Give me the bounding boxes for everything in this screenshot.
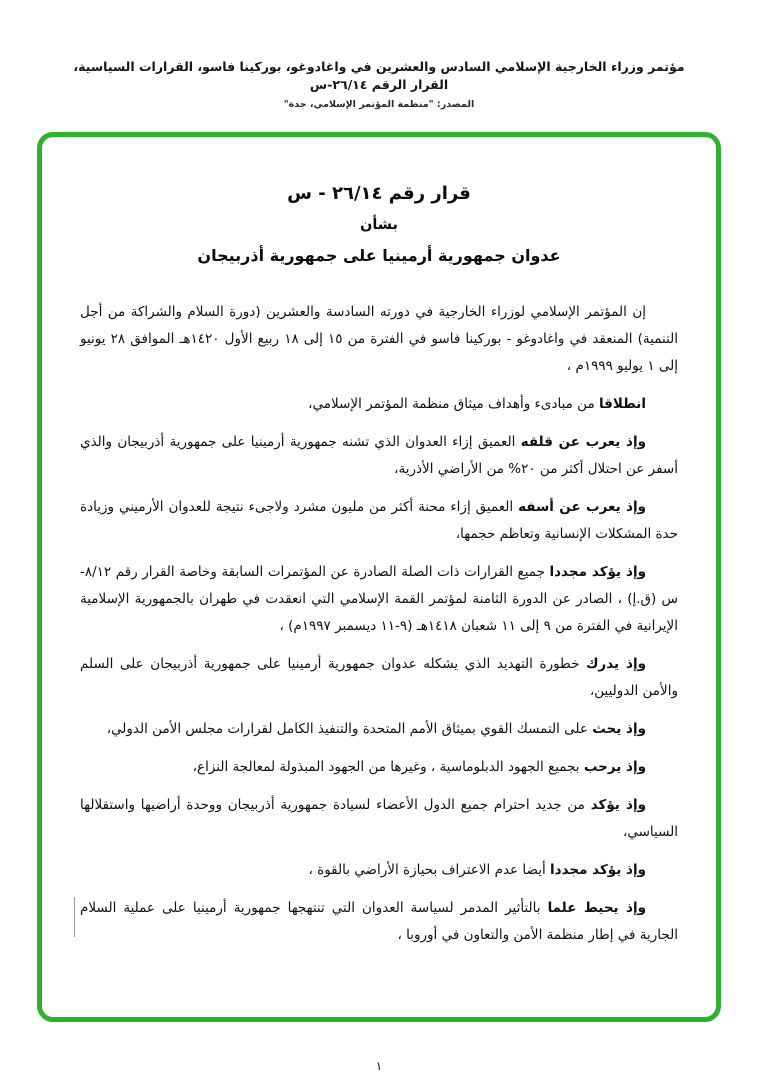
paragraph-text: العميق إزاء محنة أكثر من مليون مشرد ولاجىء نتيجة للعدوان الأرميني وزيادة حدة المشكلات الإنسانية وتعاظم حجمها، (80, 499, 678, 542)
paragraph-text: أيضا عدم الاعتراف بحيازة الأراضي بالقوة ، (308, 862, 551, 878)
resolution-paragraph (80, 754, 678, 781)
resolution-paragraph (80, 651, 678, 705)
paragraph-lead: وإذ يؤكد مجددا (550, 862, 646, 878)
paragraph-lead: وإذ يدرك (586, 656, 646, 672)
resolution-paragraph (80, 895, 678, 949)
resolution-subtitle: بشأن (359, 217, 399, 233)
paragraph-lead: وإذ يؤكد (590, 797, 646, 813)
paragraph-text: إن المؤتمر الإسلامي لوزراء الخارجية في دورته السادسة والعشرين (دورة السلام والشراكة من أجل التنمية) المنعقد في واغادوغو - بوركينا فاسو في الفترة من ١٥ إلى ١٨ ربيع الأول ١٤٢٠هـ الموافق ٢٨ يونيو إلى ١ يوليو ١٩٩٩م ، (80, 304, 679, 374)
resolution-paragraph (80, 391, 678, 418)
resolution-paragraph (80, 299, 678, 380)
header-source: المصدر: "منظمة المؤتمر الإسلامي، جدة" (283, 99, 475, 110)
resolution-number-title: قرار رقم ٢٦/١٤ - س (287, 183, 471, 204)
resolution-paragraph (80, 429, 678, 483)
paragraph-lead: وإذ يعرب عن أسفه (518, 499, 646, 515)
paragraph-text: من مبادىء وأهداف ميثاق منظمة المؤتمر الإسلامي، (308, 396, 599, 412)
resolution-body (80, 299, 678, 949)
resolution-subject: عدوان جمهورية أرمينيا على جمهورية أذربيجان (197, 246, 561, 265)
paragraph-text: بالتأثير المدمر لسياسة العدوان التي تنتهجها جمهورية أرمينيا على عملية السلام الجارية في إطار منظمة الأمن والتعاون في أوروبا ، (80, 900, 678, 943)
paragraph-text: جميع القرارات ذات الصلة الصادرة عن المؤتمرات السابقة وخاصة القرار رقم ٨/١٢-س (ق.إ) ، الصادر عن الدورة الثامنة لمؤتمر القمة الإسلامي التي انعقدت في طهران بالجمهورية الإسلامية الإيرانية في الفترة من ٩ إلى ١١ شعبان ١٤١٨هـ (٩-١١ ديسمبر ١٩٩٧م) ، (80, 564, 678, 634)
paragraph-text: العميق إزاء العدوان الذي تشنه جمهورية أرمينيا على جمهورية أذربيجان والذي أسفر عن احتلال أكثر من ٢٠% من الأراضي الأذرية، (80, 434, 678, 477)
resolution-title-block (80, 183, 678, 265)
paragraph-lead: انطلاقا (598, 396, 646, 412)
resolution-paragraph (80, 716, 678, 743)
page-number: ١ (375, 1059, 383, 1073)
resolution-paragraph (80, 792, 678, 846)
resolution-paragraph (80, 559, 678, 640)
paragraph-text: بجميع الجهود الدبلوماسية ، وغيرها من الجهود المبذولة لمعالجة النزاع، (192, 759, 584, 775)
paragraph-lead: وإذ يحيط علما (547, 900, 647, 916)
scan-artifact-line (74, 897, 75, 937)
document-header (0, 58, 758, 110)
paragraph-text: من جديد احترام جميع الدول الأعضاء لسيادة جمهورية أذربيجان ووحدة أراضيها واستقلالها السياسي، (80, 797, 678, 840)
paragraph-lead: وإذ يرحب (583, 759, 646, 775)
paragraph-text: على التمسك القوي بميثاق الأمم المتحدة والتنفيذ الكامل لقرارات مجلس الأمن الدولي، (106, 721, 593, 737)
resolution-frame (37, 132, 721, 1022)
paragraph-lead: وإذ يحث (592, 721, 646, 737)
resolution-paragraph (80, 857, 678, 884)
paragraph-text: خطورة التهديد الذي يشكله عدوان جمهورية أرمينيا على جمهورية أذربيجان على السلم والأمن الدوليين، (80, 656, 678, 699)
paragraph-lead: وإذ يؤكد مجددا (549, 564, 646, 580)
resolution-paragraph (80, 494, 678, 548)
header-citation: مؤتمر وزراء الخارجية الإسلامي السادس والعشرين في واغادوغو، بوركينا فاسو، القرارات السياسية، القرار الرقم ٢٦/١٤-س (73, 59, 685, 92)
paragraph-lead: وإذ يعرب عن قلقه (520, 434, 646, 450)
